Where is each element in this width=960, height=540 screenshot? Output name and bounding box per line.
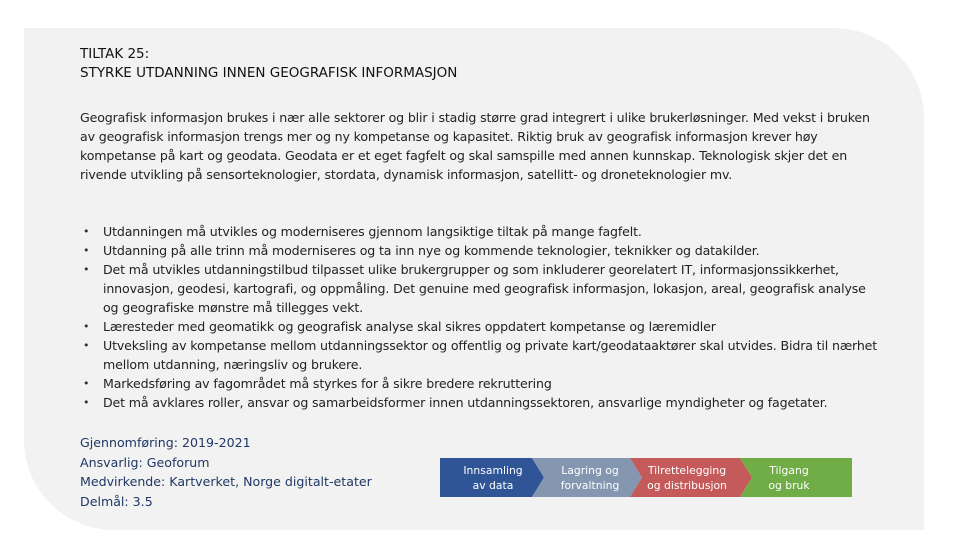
bullet-item — [80, 260, 880, 317]
slide-title — [80, 45, 457, 83]
value-chain-svg — [440, 458, 852, 497]
title-line-1: TILTAK 25: — [80, 46, 150, 62]
process-label-3b: og distribusjon — [647, 479, 727, 492]
process-label-4b: og bruk — [768, 479, 810, 492]
bullet-item — [80, 222, 880, 241]
bullet-icon: • — [83, 225, 90, 238]
bullet-item — [80, 336, 880, 374]
process-label-3a: Tilrettelegging — [647, 464, 727, 477]
process-label-2a: Lagring og — [561, 464, 619, 477]
process-label-4a: Tilgang — [769, 464, 809, 477]
bullet-icon: • — [83, 263, 90, 276]
implementation-info — [80, 433, 372, 511]
value-chain-diagram — [440, 458, 852, 497]
bullet-icon: • — [83, 320, 90, 333]
sub-goal: Delmål: 3.5 — [80, 493, 153, 509]
bullet-item — [80, 241, 880, 260]
bullet-list — [80, 222, 880, 412]
implementation-period: Gjennomføring: 2019-2021 — [80, 435, 251, 450]
bullet-icon: • — [83, 396, 90, 409]
bullet-text: Utdanning på alle trinn må moderniseres og ta inn nye og kommende teknologier, teknikker og datakilder. — [103, 243, 760, 258]
bullet-icon: • — [83, 377, 90, 390]
process-label-2b: forvaltning — [560, 479, 620, 492]
process-label-1a: Innsamling — [463, 464, 523, 477]
bullet-text: Utdanningen må utvikles og moderniseres gjennom langsiktige tiltak på mange fagfelt. — [103, 224, 642, 239]
contributors: Medvirkende: Kartverket, Norge digitalt-etater — [80, 474, 372, 489]
responsible-party: Ansvarlig: Geoforum — [80, 454, 210, 470]
bullet-icon: • — [83, 244, 90, 257]
bullet-item — [80, 374, 880, 393]
bullet-item — [80, 393, 880, 412]
bullet-text: Utveksling av kompetanse mellom utdanningssektor og offentlig og private kart/geodataaktører skal utvides. Bidra til nærhet mellom utdanning, næringsliv og brukere. — [103, 338, 878, 372]
bullet-text: Læresteder med geomatikk og geografisk analyse skal sikres oppdatert kompetanse og læremidler — [103, 319, 716, 334]
bullet-icon: • — [83, 339, 90, 352]
bullet-text: Det må utvikles utdanningstilbud tilpasset ulike brukergrupper og som inkluderer georelatert IT, informasjonssikkerhet, innovasjon, geodesi, kartografi, og oppmåling. Det genuine med geografisk informasjon, lokasjon, areal, geografisk analyse og geografiske mønstre må tillegges vekt. — [103, 262, 866, 315]
title-line-2: STYRKE UTDANNING INNEN GEOGRAFISK INFORMASJON — [80, 65, 458, 81]
bullet-text: Markedsføring av fagområdet må styrkes for å sikre bredere rekruttering — [103, 376, 552, 391]
intro-paragraph: Geografisk informasjon brukes i nær alle sektorer og blir i stadig større grad integrert i ulike brukerløsninger. Med vekst i bruken av geografisk informasjon trengs mer og ny kompetanse og kapasitet. Riktig bruk av geografisk informasjon krever høy kompetanse på kart og geodata. Geodata er et eget fagfelt og skal samspille med annen kunnskap. Teknologisk skjer det en rivende utvikling på sensorteknologier, stordata, dynamisk informasjon, satellitt- og droneteknologier mv. — [80, 110, 870, 182]
bullet-text: Det må avklares roller, ansvar og samarbeidsformer innen utdanningssektoren, ansvarlige myndigheter og fagetater. — [103, 395, 828, 410]
process-label-1b: av data — [472, 479, 514, 492]
bullet-item — [80, 317, 880, 336]
